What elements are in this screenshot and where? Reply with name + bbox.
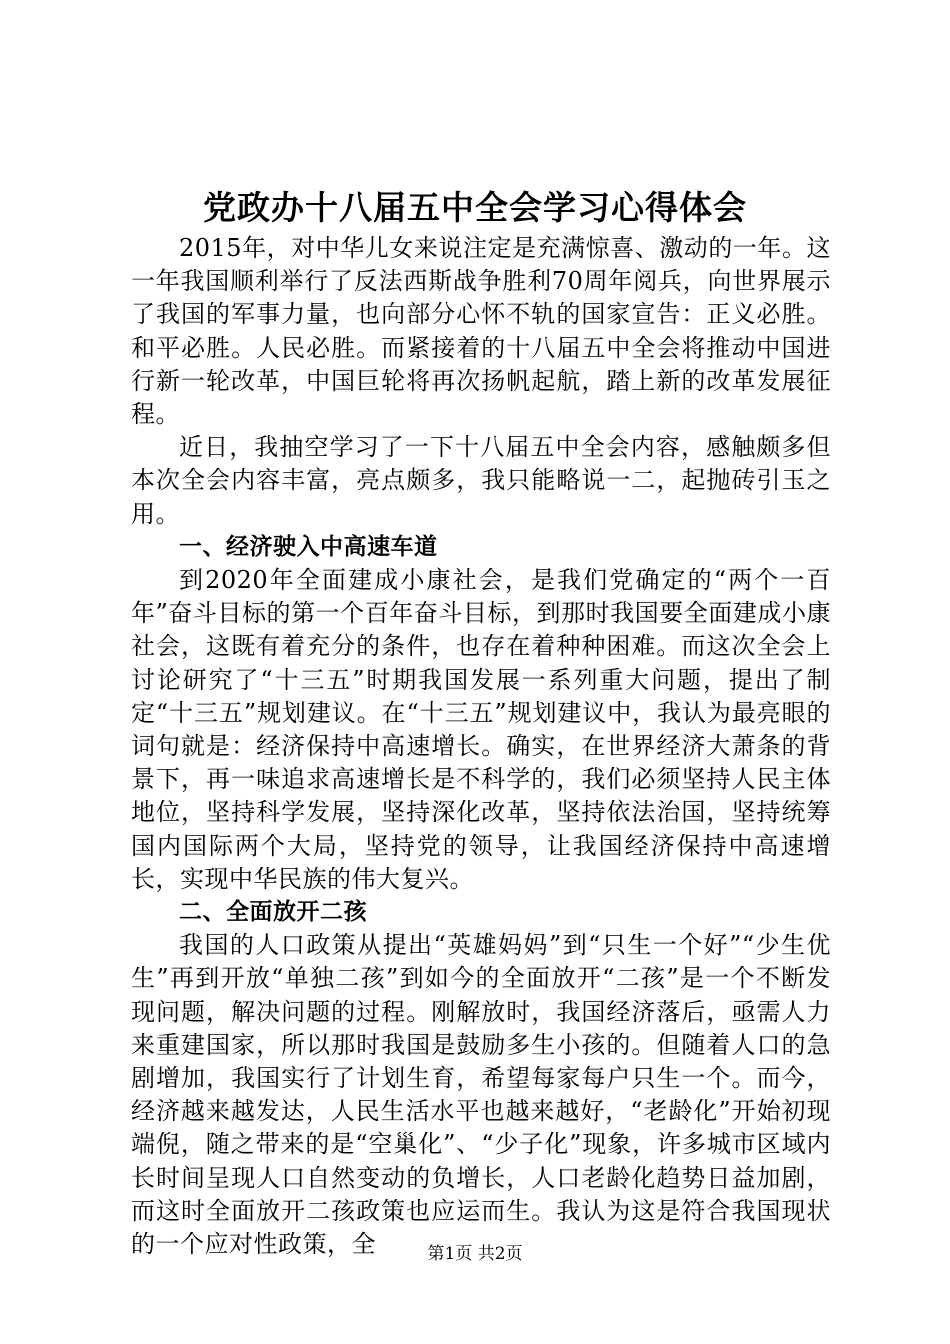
section-heading-two-child: 二、全面放开二孩: [179, 899, 367, 926]
paragraph-study: 近日，我抽空学习了一下十八届五中全会内容，感触颇多但本次全会内容丰富，亮点颇多，我只能略说一二，起抛砖引玉之用。: [131, 433, 831, 528]
paragraph-intro: 2015年，对中华儿女来说注定是充满惊喜、激动的一年。这一年我国顺利举行了反法西斯战争胜利70周年阅兵，向世界展示了我国的军事力量，也向部分心怀不轨的国家宣告：正义必胜。和平必胜。人民必胜。而紧接着的十八届五中全会将推动中国进行新一轮改革，中国巨轮将再次扬帆起航，踏上新的改革发展征程。: [131, 234, 831, 429]
page-footer: 第1页 共2页: [427, 1244, 523, 1264]
document-title: 党政办十八届五中全会学习心得体会: [203, 188, 747, 227]
paragraph-two-child: 我国的人口政策从提出“英雄妈妈”到“只生一个好”“少生优生”再到开放“单独二孩”到如今的全面放开“二孩”是一个不断发现问题，解决问题的过程。刚解放时，我国经济落后，亟需人力来重建国家，所以那时我国是鼓励多生小孩的。但随着人口的急剧增加，我国实行了计划生育，希望每家每户只生一个。而今，经济越来越发达，人民生活水平也越来越好，“老龄化”开始初现端倪，随之带来的是“空巢化”、“少子化”现象，许多城市区域内长时间呈现人口自然变动的负增长，人口老龄化趋势日益加剧，而这时全面放开二孩政策也应运而生。我认为这是符合我国现状的一个应对性政策，全: [131, 931, 831, 1259]
section-heading-economy: 一、经济驶入中高速车道: [179, 533, 438, 560]
paragraph-economy: 到2020年全面建成小康社会，是我们党确定的“两个一百年”奋斗目标的第一个百年奋斗目标，到那时我国要全面建成小康社会，这既有着充分的条件，也存在着种种困难。而这次全会上讨论研究了“十三五”时期我国发展一系列重大问题，提出了制定“十三五”规划建议。在“十三五”规划建议中，我认为最亮眼的词句就是：经济保持中高速增长。确实，在世界经济大萧条的背景下，再一味追求高速增长是不科学的，我们必须坚持人民主体地位，坚持科学发展，坚持深化改革，坚持依法治国，坚持统筹国内国际两个大局，坚持党的领导，让我国经济保持中高速增长，实现中华民族的伟大复兴。: [131, 566, 831, 893]
document-body: [131, 232, 831, 1261]
